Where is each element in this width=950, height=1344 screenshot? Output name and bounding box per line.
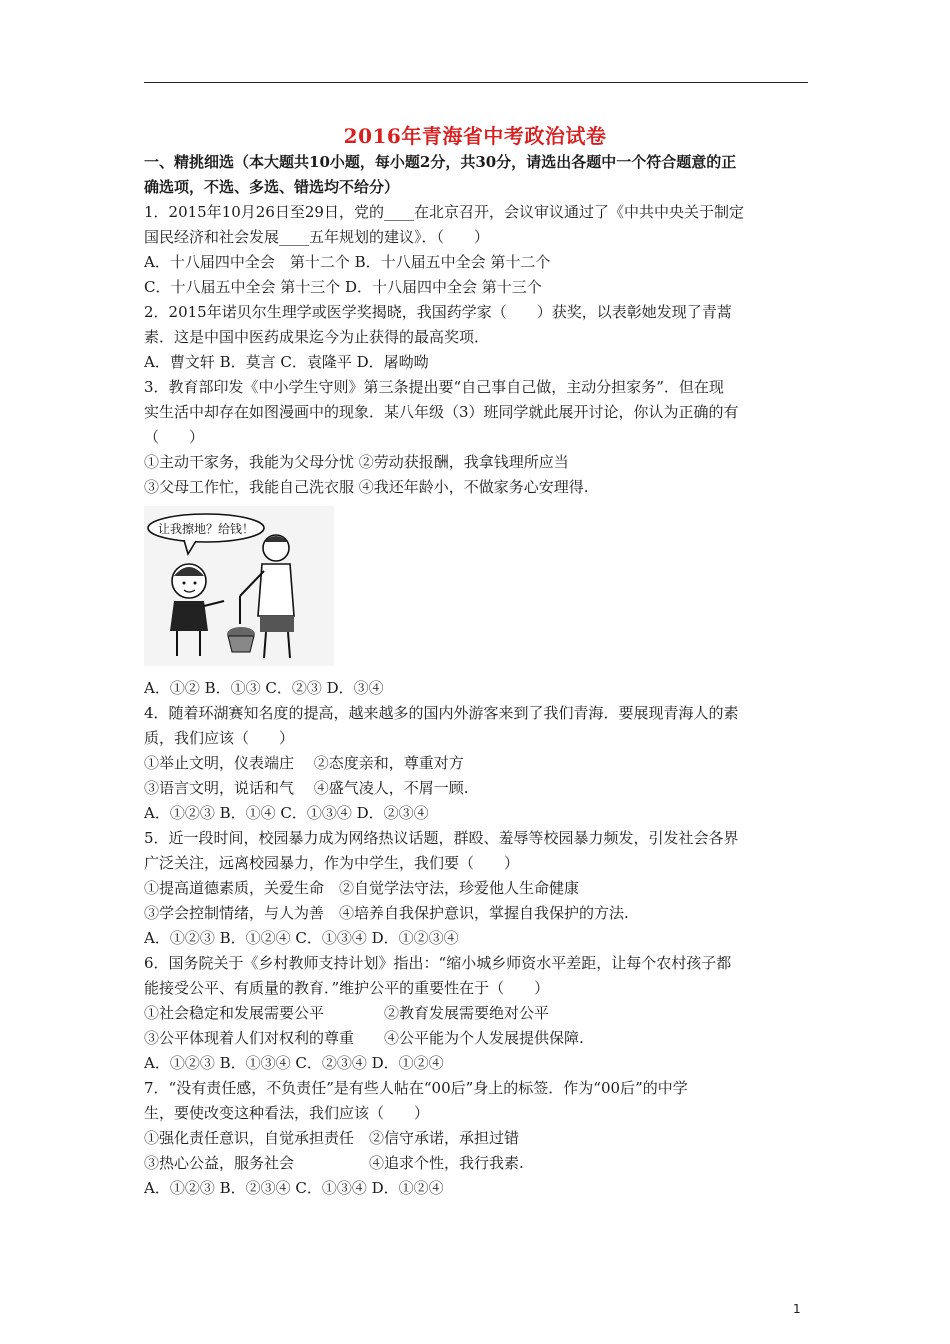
question-text: 质，我们应该（ ） [144, 729, 295, 747]
statement-line: ③热心公益，服务社会 ④追求个性，我行我素. [144, 1154, 524, 1172]
question-5 [144, 826, 812, 951]
statement-line: ③公平体现着人们对权利的尊重 ④公平能为个人发展提供保障. [144, 1029, 584, 1047]
question-text: 7．“没有责任感，不负责任”是有些人帖在“00后”身上的标签．作为“00后”的中学 [144, 1079, 688, 1097]
question-text: 4．随着环湖赛知名度的提高，越来越多的国内外游客来到了我们青海．要展现青海人的素 [144, 704, 739, 722]
question-7 [144, 1076, 812, 1201]
statement-line: ①社会稳定和发展需要公平 ②教育发展需要绝对公平 [144, 1004, 550, 1022]
question-text: 5．近一段时间，校园暴力成为网络热议话题，群殴、羞辱等校园暴力频发，引发社会各界 [144, 829, 739, 847]
question-3 [144, 375, 812, 701]
question-text: 生，要使改变这种看法，我们应该（ ） [144, 1104, 430, 1122]
question-text: 国民经济和社会发展____五年规划的建议》．（ ） [144, 228, 490, 246]
question-text: 广泛关注，远离校园暴力，作为中学生，我们要（ ） [144, 854, 520, 872]
page-number: 1 [793, 1302, 801, 1316]
cartoon-illustration [144, 506, 334, 666]
question-text: 能接受公平、有质量的教育．”维护公平的重要性在于（ ） [144, 979, 550, 997]
answer-options: A．①② B．①③ C．②③ D．③④ [144, 679, 384, 697]
statement-line: ①举止文明，仪表端庄 ②态度亲和，尊重对方 [144, 754, 464, 772]
statement-line: ①强化责任意识，自觉承担责任 ②信守承诺，承担过错 [144, 1129, 520, 1147]
speech-bubble-text: 让我擦地？给钱！ [157, 522, 255, 536]
question-text: 3．教育部印发《中小学生守则》第三条提出要“自己事自己做，主动分担家务”．但在现 [144, 378, 724, 396]
statement-line: ③学会控制情绪，与人为善 ④培养自我保护意识，掌握自我保护的方法. [144, 904, 629, 922]
statement-line: ①提高道德素质，关爱生命 ②自觉学法守法，珍爱他人生命健康 [144, 879, 580, 897]
answer-options: C．十八届五中全会 第十三个 D．十八届四中全会 第十三个 [144, 278, 542, 296]
answer-options: A．①②③ B．①③④ C．②③④ D．①②④ [144, 1054, 444, 1072]
section-heading: 一、精挑细选（本大题共10小题，每小题2分，共30分，请选出各题中一个符合题意的正 [144, 153, 737, 171]
answer-options: A．①②③ B．①④ C．①③④ D．②③④ [144, 804, 429, 822]
question-text: 1．2015年10月26日至29日，党的____在北京召开，会议审议通过了《中共中央关于制定 [144, 203, 744, 221]
exam-content [144, 150, 812, 1201]
question-text: （ ） [144, 428, 205, 446]
question-6 [144, 951, 812, 1076]
question-4 [144, 701, 812, 826]
statement-line: ①主动干家务，我能为父母分忧 ②劳动获报酬，我拿钱理所应当 [144, 453, 569, 471]
answer-options: A．①②③ B．②③④ C．①③④ D．①②④ [144, 1179, 444, 1197]
question-text: 实生活中却存在如图漫画中的现象．某八年级（3）班同学就此展开讨论，你认为正确的有 [144, 403, 739, 421]
section-heading-cont: 确选项，不选、多选、错选均不给分） [144, 178, 400, 196]
answer-options: A．十八届四中全会 第十二个 B．十八届五中全会 第十二个 [144, 253, 551, 271]
question-1 [144, 200, 812, 300]
statement-line: ③父母工作忙，我能自己洗衣服 ④我还年龄小，不做家务心安理得. [144, 478, 589, 496]
answer-options: A．①②③ B．①②④ C．①③④ D．①②③④ [144, 929, 459, 947]
question-2 [144, 300, 812, 375]
question-text: 素．这是中国中医药成果迄今为止获得的最高奖项． [144, 328, 490, 346]
page-title: 2016年青海省中考政治试卷 [343, 124, 607, 148]
header-rule [144, 82, 808, 83]
comic-figure [144, 506, 812, 666]
statement-line: ③语言文明，说话和气 ④盛气凌人，不屑一顾. [144, 779, 469, 797]
question-text: 2．2015年诺贝尔生理学或医学奖揭晓，我国药学家（ ）获奖，以表彰她发现了青蒿 [144, 303, 732, 321]
answer-options: A．曹文轩 B．莫言 C．袁隆平 D．屠呦呦 [144, 353, 429, 371]
question-text: 6．国务院关于《乡村教师支持计划》指出：“缩小城乡师资水平差距，让每个农村孩子都 [144, 954, 732, 972]
